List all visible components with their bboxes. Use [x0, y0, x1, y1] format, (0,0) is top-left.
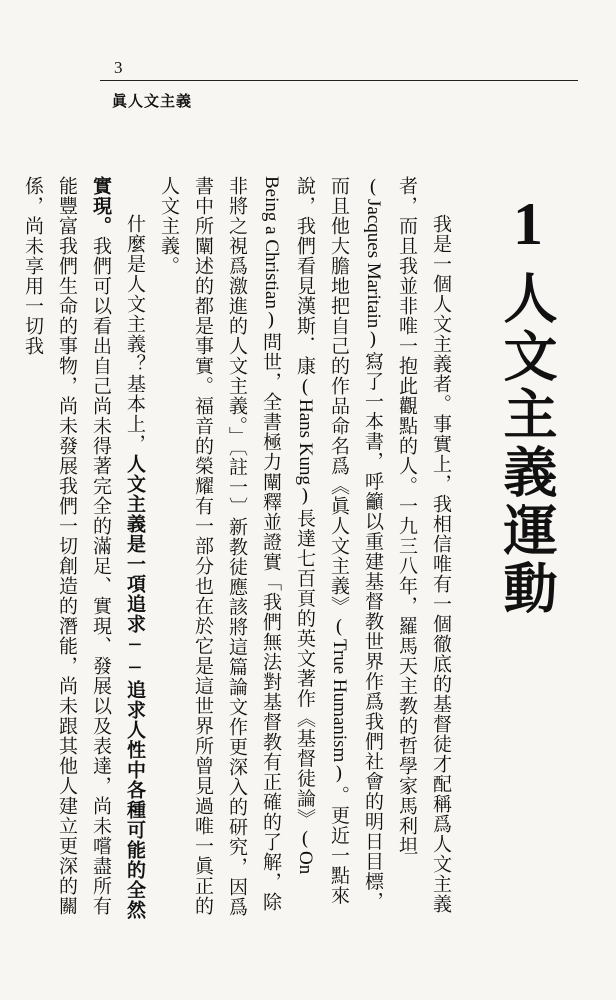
text-segment: )。更近一點來說，我們看見漢斯．康( — [294, 176, 350, 906]
latin-term: On Being a Christian — [261, 176, 316, 875]
running-head: 眞人文主義 — [112, 92, 193, 110]
paragraph-1 — [152, 176, 458, 920]
text-segment: )寫了一本書，呼籲以重建基督教世界作爲我們社會的明日目標，而且他大膽地把自己的作品命名爲《眞人文主義》( — [328, 176, 384, 912]
text-segment: 我是一個人文主義者。事實上，我相信唯有一個徹底的基督徒才配稱爲人文主義者，而且我並非唯一抱此觀點的人。一九三八年，羅馬天主教的哲學家馬利坦( — [362, 176, 452, 914]
latin-term: Hans Kung — [295, 399, 316, 486]
text-segment: )問世，全書極力闡釋並證實「我們無法對基督教有正確的了解，除非將之視爲激進的人文主義。」〔註一〕新教徒應該將這篇論文作更深入的研究，因爲書中所闡述的都是事實。福音的榮耀有一部分也在於它是這世界所曾見過唯一眞正的人文主義。 — [158, 176, 282, 917]
latin-term: True Humanism — [329, 639, 350, 763]
header-rule — [100, 80, 578, 81]
text-segment: 我們可以看出自己尚未得著完全的滿足、實現、發展以及表達，尚未嚐盡所有能豐富我們生命的事物，尚未發展我們一切創造的潛能，尚未跟其他人建立更深的關係，尚未享用一切我 — [22, 176, 112, 916]
emphasized-text: 人文主義是一項追求──追求人性中各種可能的全然實現。 — [90, 176, 146, 920]
latin-term: Jacques Maritain — [363, 199, 384, 329]
chapter-number: 1 — [513, 191, 543, 257]
page-number: 3 — [114, 58, 123, 77]
text-segment: 什麼是人文主義？基本上， — [124, 214, 146, 454]
text-segment: )長達七百頁的英文著作《基督徒論》( — [294, 485, 316, 852]
paragraph-2 — [16, 176, 152, 920]
body-text — [22, 176, 458, 920]
chapter-title: 人文主義運動 — [495, 270, 559, 618]
